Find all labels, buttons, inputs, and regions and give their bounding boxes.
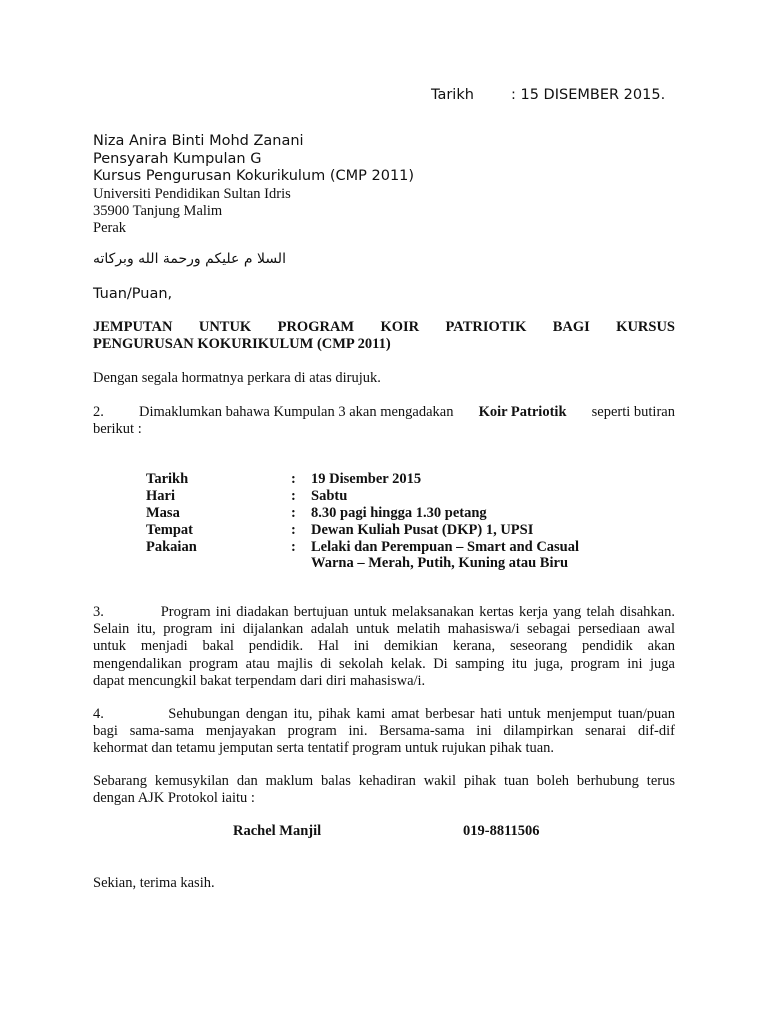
detail-colon: :	[291, 522, 296, 538]
recipient-postcode-city: 35900 Tanjung Malim	[93, 203, 223, 219]
para4	[93, 706, 675, 758]
para3-line: 3. Program ini diadakan bertujuan untuk melaksanakan kertas kerja yang telah disahkan.	[93, 604, 675, 620]
para3-line: untuk menjadi bakal pendidik. Hal ini demikian kerana, seseorang pendidik akan	[93, 638, 675, 655]
detail-value: Lelaki dan Perempuan – Smart and Casual	[311, 539, 580, 555]
contact-line: dengan AJK Protokol iaitu :	[93, 790, 255, 807]
para2-text-after: seperti butiran	[591, 404, 675, 420]
para2-line-2: berikut :	[93, 421, 142, 437]
detail-colon: :	[291, 505, 296, 521]
detail-label: Pakaian	[146, 539, 197, 555]
detail-value: Warna – Merah, Putih, Kuning atau Biru	[311, 555, 569, 571]
para2-number: 2.	[93, 404, 104, 420]
subject-heading	[93, 319, 675, 353]
date-value: : 15 DISEMBER 2015.	[511, 87, 666, 103]
contact-line: Sebarang kemusykilan dan maklum balas kehadiran wakil pihak tuan boleh berhubung terus	[93, 773, 675, 789]
para3-line: mengendalikan program atau majlis di sekolah kelak. Di samping itu juga, program ini juga	[93, 655, 675, 672]
detail-label: Masa	[146, 505, 180, 521]
contact-paragraph	[93, 773, 675, 807]
detail-label: Hari	[146, 488, 175, 504]
para4-line: kehormat dan tetamu jemputan serta tentatif program untuk rujukan pihak tuan.	[93, 740, 555, 757]
detail-value: Dewan Kuliah Pusat (DKP) 1, UPSI	[311, 522, 534, 538]
detail-colon: :	[291, 539, 296, 555]
contact-phone: 019-8811506	[463, 823, 540, 839]
recipient-position: Pensyarah Kumpulan G	[93, 151, 262, 167]
detail-label: Tempat	[146, 522, 193, 538]
para3	[93, 604, 675, 690]
detail-value: Sabtu	[311, 488, 348, 504]
detail-value: 19 Disember 2015	[311, 471, 422, 487]
detail-colon: :	[291, 488, 296, 504]
para4-line: 4. Sehubungan dengan itu, pihak kami amat berbesar hati untuk menjemput tuan/puan	[93, 706, 675, 722]
contact-name: Rachel Manjil	[233, 823, 322, 839]
para2-line-1	[139, 404, 675, 421]
para4-line: bagi sama-sama menjayakan program ini. Bersama-sama ini dilampirkan senarai dif-dif	[93, 723, 675, 740]
detail-colon: :	[291, 471, 296, 487]
salutation: Tuan/Puan,	[93, 286, 173, 302]
recipient-name: Niza Anira Binti Mohd Zanani	[93, 133, 304, 149]
subject-line-2: PENGURUSAN KOKURIKULUM (CMP 2011)	[93, 336, 391, 353]
detail-label: Tarikh	[146, 471, 189, 487]
subject-line-1: JEMPUTAN UNTUK PROGRAM KOIR PATRIOTIK BAGI KURSUS	[93, 319, 675, 335]
intro-paragraph: Dengan segala hormatnya perkara di atas dirujuk.	[93, 370, 381, 386]
para3-line: Selain itu, program ini dijalankan adalah untuk melatih mahasiswa/i sebagai persediaan awal	[93, 621, 675, 638]
detail-value: 8.30 pagi hingga 1.30 petang	[311, 505, 487, 521]
closing: Sekian, terima kasih.	[93, 875, 215, 891]
arabic-greeting: السلا م عليكم ورحمة الله وبركاته	[93, 251, 286, 267]
para3-line: dapat mencungkil bakat terpendam dari diri mahasiswa/i.	[93, 672, 426, 689]
recipient-institution: Universiti Pendidikan Sultan Idris	[93, 186, 291, 202]
recipient-state: Perak	[93, 220, 127, 236]
para2-text-before: Dimaklumkan bahawa Kumpulan 3 akan mengadakan	[139, 404, 454, 420]
recipient-course: Kursus Pengurusan Kokurikulum (CMP 2011)	[93, 168, 415, 184]
para2-text-bold: Koir Patriotik	[478, 404, 567, 420]
date-label: Tarikh	[431, 87, 474, 103]
